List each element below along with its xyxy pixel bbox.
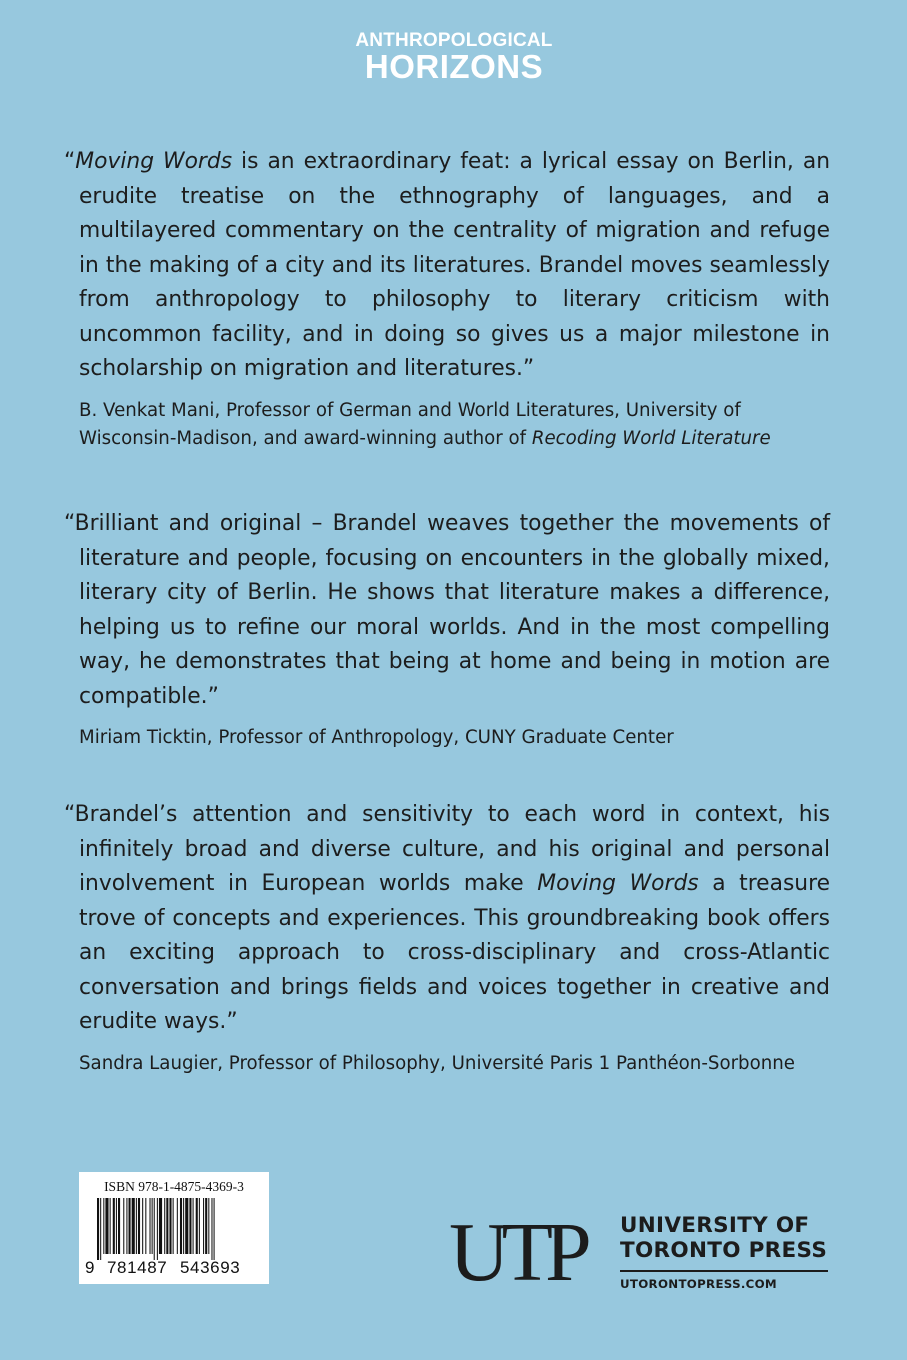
- barcode-bar: [211, 1198, 212, 1260]
- barcode-bar: [199, 1198, 200, 1254]
- isbn-label: ISBN 978-1-4875-4369-3: [104, 1179, 244, 1194]
- barcode-bar: [166, 1198, 168, 1254]
- blurb-3-text: “Brandel’s attention and sensitivity to each word in context, his infinitely broad and diverse culture, and his original and personal involvement in European worlds make Moving Words a treasure trove of concepts and experiences. This groundbreaking book offers an exciting approach to cross-disciplinary and cross-Atlantic conversation and brings fields and voices together in creative and erudite ways.”: [64, 802, 831, 1034]
- publisher-name-line1: UNIVERSITY OF: [620, 1213, 810, 1238]
- publisher-name: [620, 1213, 828, 1291]
- barcode-bar: [150, 1198, 151, 1254]
- barcode-bar: [138, 1198, 140, 1254]
- series-line1: ANTHROPOLOGICAL: [355, 30, 553, 51]
- barcode-bar: [154, 1198, 155, 1260]
- barcode-bar: [193, 1198, 194, 1254]
- publisher-divider: [620, 1270, 828, 1272]
- blurb-2-text: “Brilliant and original – Brandel weaves together the movements of literature and people, focusing on encounters in the globally mixed, literary city of Berlin. He shows that literature makes a difference, helping us to refine our moral worlds. And in the most compelling way, he demonstrates that being at home and being in motion are compatible.”: [64, 511, 830, 709]
- barcode-bar: [132, 1198, 135, 1254]
- barcode-bar: [159, 1198, 162, 1254]
- attribution-book-title: Recoding World Literature: [531, 428, 771, 449]
- barcode-bar: [157, 1198, 158, 1260]
- barcode-bar: [129, 1198, 131, 1254]
- barcode-bar: [126, 1198, 127, 1254]
- barcode-bar: [118, 1198, 120, 1254]
- barcode-bar: [196, 1198, 198, 1254]
- blurb-3: [64, 798, 830, 1078]
- blurb-1: [64, 145, 830, 454]
- blurb-2: [64, 507, 830, 753]
- barcode-bar: [205, 1198, 207, 1254]
- publisher-name-line2: TORONTO PRESS: [620, 1238, 828, 1263]
- barcode-bar: [97, 1198, 99, 1260]
- barcode-bar: [152, 1198, 153, 1254]
- isbn-barcode: ISBN 978-1-4875-4369-3 9 781487 543693: [79, 1172, 269, 1284]
- barcode-bar: [208, 1198, 209, 1254]
- barcode-bar: [180, 1198, 182, 1254]
- barcode-bar: [110, 1198, 111, 1254]
- series-logo: [330, 30, 578, 85]
- barcode-bar: [185, 1198, 188, 1254]
- barcode-bar: [214, 1198, 215, 1260]
- barcode-bar: [183, 1198, 184, 1254]
- utp-logo: [447, 1212, 607, 1286]
- blurb-1-attribution: B. Venkat Mani, Professor of German and World Literatures, University of Wisconsin-Madison, and award-winning author of Recoding World Literature: [79, 399, 771, 449]
- barcode-bar: [177, 1198, 178, 1254]
- barcode-bar: [164, 1198, 165, 1254]
- book-title: Moving Words: [537, 871, 699, 896]
- barcode-bar: [189, 1198, 191, 1254]
- series-line2: HORIZONS: [364, 48, 544, 85]
- book-title: Moving Words: [75, 149, 233, 174]
- barcode-bars: [97, 1198, 253, 1260]
- svg-text:UTP: UTP: [449, 1212, 584, 1286]
- barcode-bar: [100, 1198, 101, 1260]
- barcode-bar: [123, 1198, 124, 1254]
- barcode-bar: [116, 1198, 117, 1254]
- blurb-1-text: “Moving Words is an extraordinary feat: a lyrical essay on Berlin, an erudite treatise on the ethnography of languages, and a multilayered commentary on the centrality of migration and refuge in the making of a city and its literatures. Brandel moves seamlessly from anthropology to philosophy to literary criticism with uncommon facility, and in doing so gives us a major milestone in scholarship on migration and literatures.”: [64, 149, 831, 381]
- blurb-2-attribution: Miriam Ticktin, Professor of Anthropology, CUNY Graduate Center: [79, 727, 674, 748]
- barcode-bar: [103, 1198, 104, 1254]
- barcode-bar: [136, 1198, 137, 1254]
- barcode-bar: [173, 1198, 174, 1254]
- barcode-bar: [203, 1198, 204, 1254]
- blurb-3-attribution: Sandra Laugier, Professor of Philosophy, Université Paris 1 Panthéon-Sorbonne: [79, 1052, 795, 1074]
- barcode-bar: [145, 1198, 146, 1254]
- barcode-bar: [105, 1198, 108, 1254]
- barcode-bar: [142, 1198, 143, 1254]
- barcode-bar: [113, 1198, 115, 1254]
- publisher-url: UTORONTOPRESS.COM: [620, 1277, 777, 1291]
- barcode-bar: [169, 1198, 171, 1254]
